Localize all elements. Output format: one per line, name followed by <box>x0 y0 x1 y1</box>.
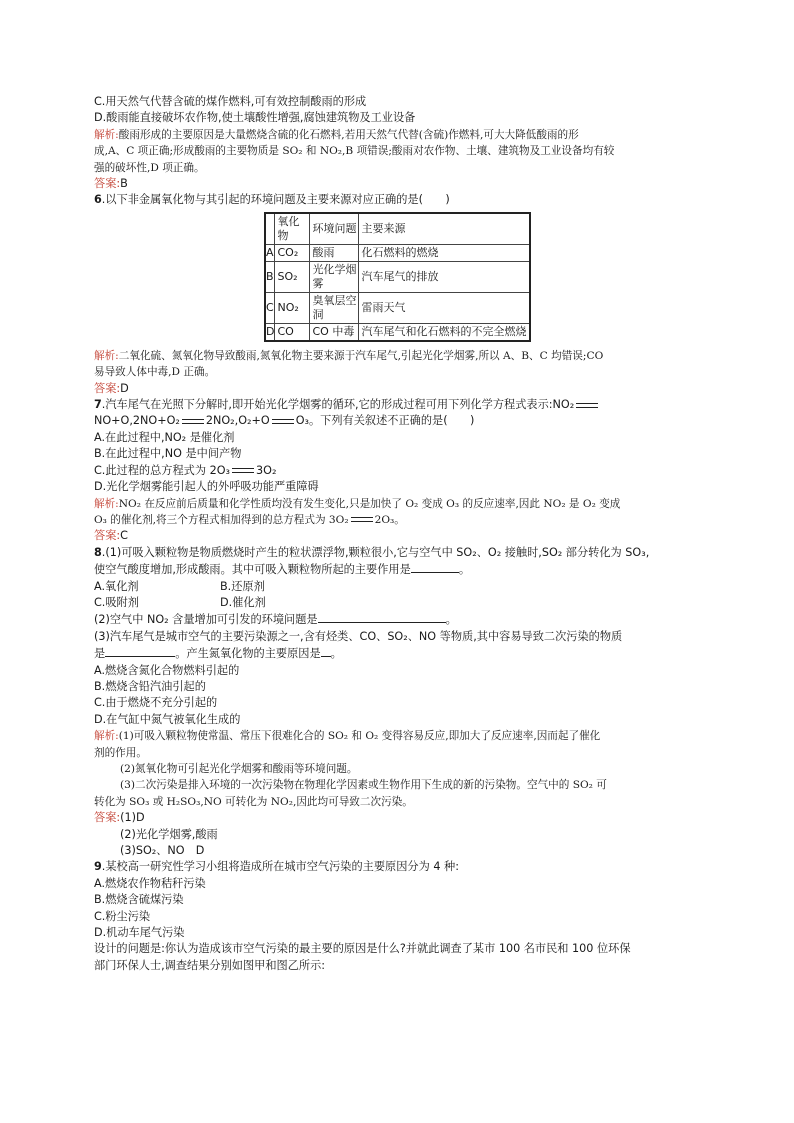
question-8-part-2 <box>94 611 702 628</box>
equals-sign-icon <box>576 403 598 408</box>
option-a: A.在此过程中,NO₂ 是催化剂 <box>94 430 235 444</box>
table-cell: 雷雨天气 <box>359 292 531 323</box>
answer <box>94 176 702 192</box>
question-8-part-3: (3)汽车尾气是城市空气的主要污染源之一,含有烃类、CO、SO₂、NO 等物质,其中容易导致二次污染的物质 <box>94 629 623 643</box>
table-row <box>265 261 530 292</box>
question-text: .某校高一研究性学习小组将造成所在城市空气污染的主要原因分为 4 种: <box>101 860 459 874</box>
equals-sign-icon <box>272 419 294 424</box>
options-row <box>94 595 702 611</box>
table-cell <box>265 213 275 245</box>
table-cell: CO <box>275 323 310 341</box>
table-cell: SO₂ <box>275 261 310 292</box>
answer <box>94 810 702 826</box>
answer-label: 答案: <box>94 811 121 825</box>
option-d: D.催化剂 <box>220 595 266 609</box>
answer <box>94 528 702 544</box>
option-c: C.吸附剂 <box>94 595 139 609</box>
table-header-cell: 主要来源 <box>359 213 531 245</box>
table-cell: NO₂ <box>275 292 310 323</box>
option-b: B.还原剂 <box>220 579 265 593</box>
row-letter: D <box>265 323 275 341</box>
table-header-row <box>265 213 530 245</box>
option-d: D.在气缸中氮气被氧化生成的 <box>94 712 241 726</box>
answer-value: C <box>120 529 128 543</box>
answer-label: 答案: <box>94 529 121 543</box>
question-9-text: 设计的问题是:你认为造成该市空气污染的最主要的原因是什么?并就此调查了某市 100 名市民和 100 位环保 <box>94 942 631 956</box>
table-cell: CO 中毒 <box>310 323 359 341</box>
question-text: 是 <box>94 647 106 661</box>
row-letter: A <box>265 244 275 261</box>
question-number: 9 <box>94 860 102 874</box>
question-number: 6 <box>94 193 102 207</box>
question-9-stem <box>94 859 702 875</box>
equation-part: O₃。下列有关叙述不正确的是( ) <box>295 414 475 428</box>
question-8-stem-cont <box>94 561 702 578</box>
question-8-stem <box>94 545 702 561</box>
equals-sign-icon <box>232 468 254 473</box>
table-cell: 酸雨 <box>310 244 359 261</box>
table-cell: 汽车尾气的排放 <box>359 261 531 292</box>
question-text: (2)空气中 NO₂ 含量增加可引发的环境问题是 <box>94 613 318 627</box>
explanation-label: 解析: <box>94 497 119 510</box>
explanation <box>94 496 702 529</box>
table-row <box>265 292 530 323</box>
question-text: 。 <box>330 647 342 661</box>
explanation-line: (2)氮氧化物可引起光化学烟雾和酸雨等环境问题。 <box>120 763 358 775</box>
answer-blank <box>411 561 459 573</box>
table-row <box>265 244 530 261</box>
question-text: 使空气酸度增加,形成酸雨。其中可吸入颗粒物所起的主要作用是 <box>94 563 411 577</box>
question-number: 8 <box>94 545 102 559</box>
question-text: 。 <box>445 613 457 627</box>
table-cell: CO₂ <box>275 244 310 261</box>
answer-value: B <box>120 177 128 191</box>
question-text: .以下非金属氧化物与其引起的环境问题及主要来源对应正确的是( ) <box>101 193 450 207</box>
answer-blank <box>321 645 331 657</box>
table-cell: 汽车尾气和化石燃料的不完全燃烧 <box>359 323 531 341</box>
options-row <box>94 579 702 595</box>
option-c <box>94 463 702 479</box>
explanation-line: (3)二次污染是排入环境的一次污染物在物理化学因素或生物作用下生成的新的污染物。空气中的 SO₂ 可 <box>120 779 607 792</box>
explanation <box>94 348 702 381</box>
row-letter: C <box>265 292 275 323</box>
explanation-line: O₃ 的催化剂,将三个方程式相加得到的总方程式为 3O₂ <box>94 513 349 526</box>
option-a: A.燃烧含氮化合物燃料引起的 <box>94 663 240 677</box>
answer-blank <box>105 645 175 657</box>
document-page <box>94 94 702 974</box>
question-8-part-3-cont <box>94 645 702 662</box>
explanation-line: 转化为 SO₃ 或 H₂SO₃,NO 可转化为 NO₂,因此均可导致二次污染。 <box>94 795 413 808</box>
question-text: .汽车尾气在光照下分解时,即开始光化学烟雾的循环,它的形成过程可用下列化学方程式表示:NO₂ <box>101 398 575 412</box>
option-c: C.粉尘污染 <box>94 909 151 923</box>
table-cell: 臭氧层空洞 <box>310 292 359 323</box>
explanation-line: 易导致人体中毒,D 正确。 <box>94 366 216 379</box>
explanation-label: 解析: <box>94 128 119 141</box>
row-letter: B <box>265 261 275 292</box>
explanation-label: 解析: <box>94 730 119 743</box>
explanation-line: 剂的作用。 <box>94 746 147 759</box>
explanation <box>94 127 702 176</box>
option-b: B.燃烧含铅汽油引起的 <box>94 679 206 693</box>
option-d: D.光化学烟雾能引起人的外呼吸功能严重障碍 <box>94 480 319 494</box>
equals-sign-icon <box>182 419 204 424</box>
option-a: A.燃烧农作物秸秆污染 <box>94 876 206 890</box>
table-row <box>265 323 530 341</box>
answer <box>94 381 702 397</box>
explanation-line: 酸雨形成的主要原因是大量燃烧含硫的化石燃料,若用天然气代替(含硫)作燃料,可大大降低酸雨的形 <box>118 128 579 141</box>
oxide-table <box>264 212 531 342</box>
answer-value: (1)D <box>120 811 145 825</box>
table-header-cell: 氧化物 <box>275 213 310 245</box>
option-text: C.此过程的总方程式为 2O₃ <box>94 463 231 477</box>
option-a: A.氧化剂 <box>94 579 139 593</box>
explanation-line: 2O₃。 <box>374 513 405 526</box>
answer-value: (2)光化学烟雾,酸雨 <box>120 827 218 841</box>
question-text: 。产生氮氧化物的主要原因是 <box>175 647 321 661</box>
question-text: 。 <box>458 563 471 577</box>
option-b: B.燃烧含硫煤污染 <box>94 893 184 907</box>
equation-part: 2NO₂,O₂+O <box>205 414 270 428</box>
table-cell: 光化学烟雾 <box>310 261 359 292</box>
explanation-label: 解析: <box>94 349 119 362</box>
question-7-stem <box>94 397 702 413</box>
equation-part: NO+O,2NO+O₂ <box>94 414 180 428</box>
answer-label: 答案: <box>94 381 121 395</box>
answer-label: 答案: <box>94 177 121 191</box>
explanation-line: 强的破坏性,D 项正确。 <box>94 161 205 174</box>
option-text: 3O₂ <box>256 463 277 477</box>
option-c: C.用天然气代替含硫的煤作燃料,可有效控制酸雨的形成 <box>94 95 367 108</box>
explanation-line: NO₂ 在反应前后质量和化学性质均没有发生变化,只是加快了 O₂ 变成 O₃ 的反应速率,因此 NO₂ 是 O₂ 变成 <box>118 497 621 510</box>
table-header-cell: 环境问题 <box>310 213 359 245</box>
equals-sign-icon <box>351 517 373 522</box>
question-6-stem <box>94 192 702 208</box>
explanation <box>94 728 702 810</box>
question-number: 7 <box>94 398 102 412</box>
option-d: D.酸雨能直接破坏农作物,使土壤酸性增强,腐蚀建筑物及工业设备 <box>94 111 416 125</box>
answer-blank <box>318 611 446 623</box>
option-c: C.由于燃烧不充分引起的 <box>94 696 218 710</box>
explanation-line: 成,A、C 项正确;形成酸雨的主要物质是 SO₂ 和 NO₂,B 项错误;酸雨对农作物、土壤、建筑物及工业设备均有较 <box>94 145 615 158</box>
question-text: .(1)可吸入颗粒物是物质燃烧时产生的粒状漂浮物,颗粒很小,它与空气中 SO₂、O₂ 接触时,SO₂ 部分转化为 SO₃, <box>101 545 650 559</box>
question-9-text: 部门环保人士,调查结果分别如图甲和图乙所示: <box>94 958 326 972</box>
table-cell: 化石燃料的燃烧 <box>359 244 531 261</box>
answer-value: (3)SO₂、NO D <box>120 844 205 858</box>
option-d: D.机动车尾气污染 <box>94 926 185 940</box>
option-b: B.在此过程中,NO 是中间产物 <box>94 447 242 461</box>
explanation-line: (1)可吸入颗粒物使常温、常压下很难化合的 SO₂ 和 O₂ 变得容易反应,即加大了反应速率,因而起了催化 <box>118 730 601 743</box>
answer-value: D <box>120 381 129 395</box>
question-7-stem-cont <box>94 413 702 429</box>
explanation-line: 二氧化硫、氮氧化物导致酸雨,氮氧化物主要来源于汽车尾气,引起光化学烟雾,所以 A、B、C 均错误;CO <box>118 349 604 362</box>
